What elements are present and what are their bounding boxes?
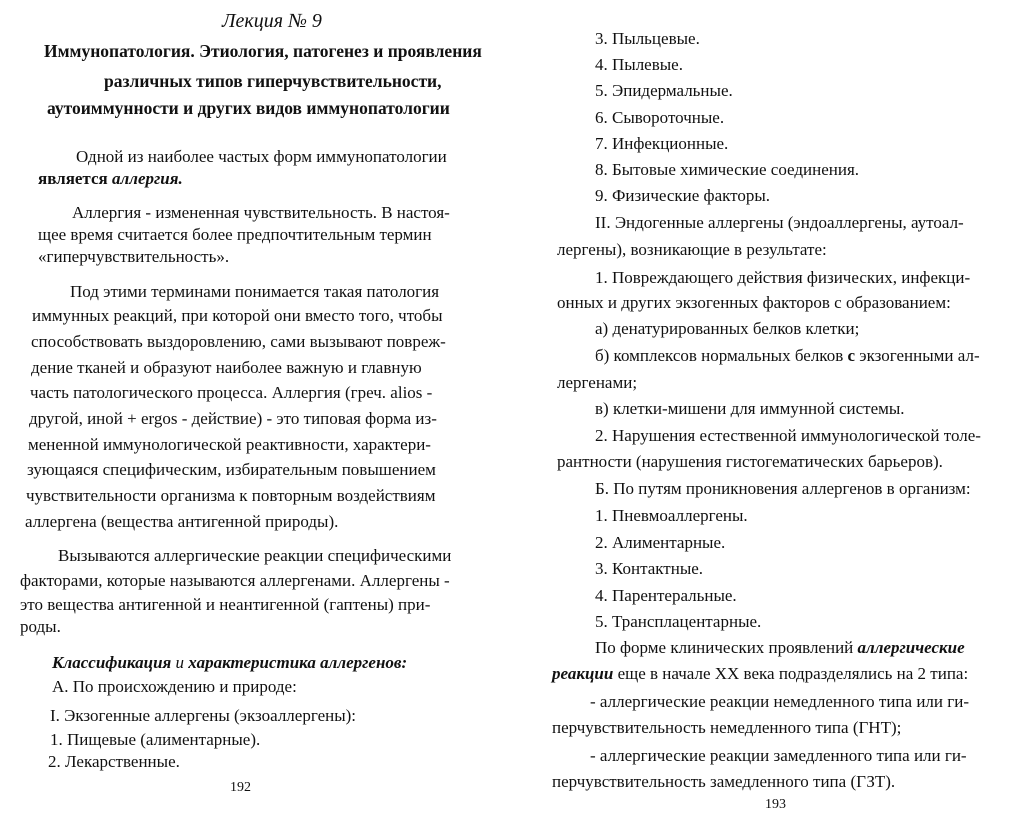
title-line: аутоиммунности и других видов иммунопатологии bbox=[47, 98, 450, 118]
text-span: еще в начале XX века подразделялись на 2 типа: bbox=[617, 664, 969, 683]
list-item: А. По происхождению и природе: bbox=[52, 677, 297, 696]
list-item: 2. Лекарственные. bbox=[48, 752, 180, 771]
list-item: 2. Алиментарные. bbox=[595, 533, 726, 552]
list-item: 1. Пищевые (алиментарные). bbox=[50, 730, 261, 749]
paragraph-line: зующаяся специфическим, избирательным повышением bbox=[27, 460, 436, 479]
text-span: По форме клинических проявлений bbox=[595, 638, 854, 657]
paragraph-line: II. Эндогенные аллергены (эндоаллергены, аутоал- bbox=[595, 213, 964, 232]
paragraph-line: часть патологического процесса. Аллергия (греч. alios - bbox=[30, 383, 433, 402]
list-item: 1. Пневмоаллергены. bbox=[595, 506, 748, 525]
bold-letter: с bbox=[847, 346, 856, 365]
paragraph-line: дение тканей и образуют наиболее важную и главную bbox=[31, 358, 422, 377]
paragraph-line: рантности (нарушения гистогематических барьеров). bbox=[557, 452, 943, 471]
lecture-number: Лекция № 9 bbox=[222, 10, 322, 32]
heading-part: Классификация bbox=[52, 653, 172, 672]
list-item: 4. Пылевые. bbox=[595, 55, 683, 74]
paragraph-line bbox=[552, 663, 968, 685]
list-item: 9. Физические факторы. bbox=[595, 186, 771, 205]
paragraph-line bbox=[38, 168, 183, 190]
list-item: 3. Контактные. bbox=[595, 559, 704, 578]
paragraph-line: способствовать выздоровлению, сами вызывают повреж- bbox=[31, 332, 446, 351]
page-number: 192 bbox=[230, 780, 251, 795]
paragraph-line bbox=[595, 345, 980, 367]
paragraph-line: аллергена (вещества антигенной природы). bbox=[25, 512, 339, 531]
list-item: 4. Парентеральные. bbox=[595, 586, 737, 605]
paragraph-line: другой, иной + ergos - действие) - это типовая форма из- bbox=[29, 409, 437, 428]
paragraph-line: иммунных реакций, при которой они вместо того, чтобы bbox=[32, 306, 443, 325]
heading-part: характеристика аллергенов: bbox=[188, 653, 408, 672]
paragraph-line: лергенами; bbox=[557, 373, 638, 392]
paragraph-line bbox=[595, 637, 965, 659]
list-item: 5. Эпидермальные. bbox=[595, 81, 733, 100]
paragraph-line: факторами, которые называются аллергенами. Аллергены - bbox=[20, 571, 450, 590]
paragraph-line: Под этими терминами понимается такая патология bbox=[70, 282, 440, 301]
paragraph-line: лергены), возникающие в результате: bbox=[557, 240, 827, 259]
title-line: Иммунопатология. Этиология, патогенез и проявления bbox=[44, 41, 482, 61]
page-number: 193 bbox=[765, 797, 786, 812]
paragraph-line: - аллергические реакции немедленного типа или ги- bbox=[590, 692, 969, 711]
list-item: 8. Бытовые химические соединения. bbox=[595, 160, 860, 179]
paragraph-line: 1. Повреждающего действия физических, инфекци- bbox=[595, 268, 971, 287]
paragraph-line: чувствительности организма к повторным воздействиям bbox=[26, 486, 436, 505]
paragraph-line: в) клетки-мишени для иммунной системы. bbox=[595, 399, 905, 418]
paragraph-line: мененной иммунологической реактивности, характери- bbox=[28, 435, 431, 454]
title-line: различных типов гиперчувствительности, bbox=[104, 71, 442, 91]
paragraph-line: Б. По путям проникновения аллергенов в организм: bbox=[595, 479, 971, 498]
paragraph-line: онных и других экзогенных факторов с образованием: bbox=[557, 293, 951, 312]
text-span: экзогенными ал- bbox=[859, 346, 980, 365]
section-heading bbox=[52, 652, 407, 674]
paragraph-line: Аллергия - измененная чувствительность. В настоя- bbox=[72, 203, 450, 222]
paragraph-line: щее время считается более предпочтительным термин bbox=[38, 225, 432, 244]
bold-text: является bbox=[38, 169, 108, 188]
paragraph-line: Вызываются аллергические реакции специфическими bbox=[58, 546, 452, 565]
list-item: 6. Сывороточные. bbox=[595, 108, 725, 127]
list-item: 5. Трансплацентарные. bbox=[595, 612, 762, 631]
paragraph-line: роды. bbox=[20, 617, 61, 636]
heading-conjunction: и bbox=[175, 653, 185, 672]
list-item: 7. Инфекционные. bbox=[595, 134, 729, 153]
paragraph-line: Одной из наиболее частых форм иммунопатологии bbox=[76, 147, 447, 166]
list-item: I. Экзогенные аллергены (экзоаллергены): bbox=[50, 706, 357, 725]
term-allergic: аллергические bbox=[857, 638, 965, 657]
paragraph-line: - аллергические реакции замедленного типа или ги- bbox=[590, 746, 967, 765]
term-reactions: реакции bbox=[552, 664, 614, 683]
paragraph-line: перчувствительность немедленного типа (ГНТ); bbox=[552, 718, 902, 737]
paragraph-line: это вещества антигенной и неантигенной (гаптены) при- bbox=[20, 595, 431, 614]
paragraph-line: а) денатурированных белков клетки; bbox=[595, 319, 860, 338]
list-item: 3. Пыльцевые. bbox=[595, 29, 700, 48]
right-page bbox=[512, 0, 1024, 823]
term-allergy: аллергия. bbox=[112, 169, 183, 188]
paragraph-line: «гиперчувствительность». bbox=[38, 247, 230, 266]
paragraph-line: перчувствительность замедленного типа (ГЗТ). bbox=[552, 772, 896, 791]
text-span: б) комплексов нормальных белков bbox=[595, 346, 844, 365]
paragraph-line: 2. Нарушения естественной иммунологической толе- bbox=[595, 426, 981, 445]
